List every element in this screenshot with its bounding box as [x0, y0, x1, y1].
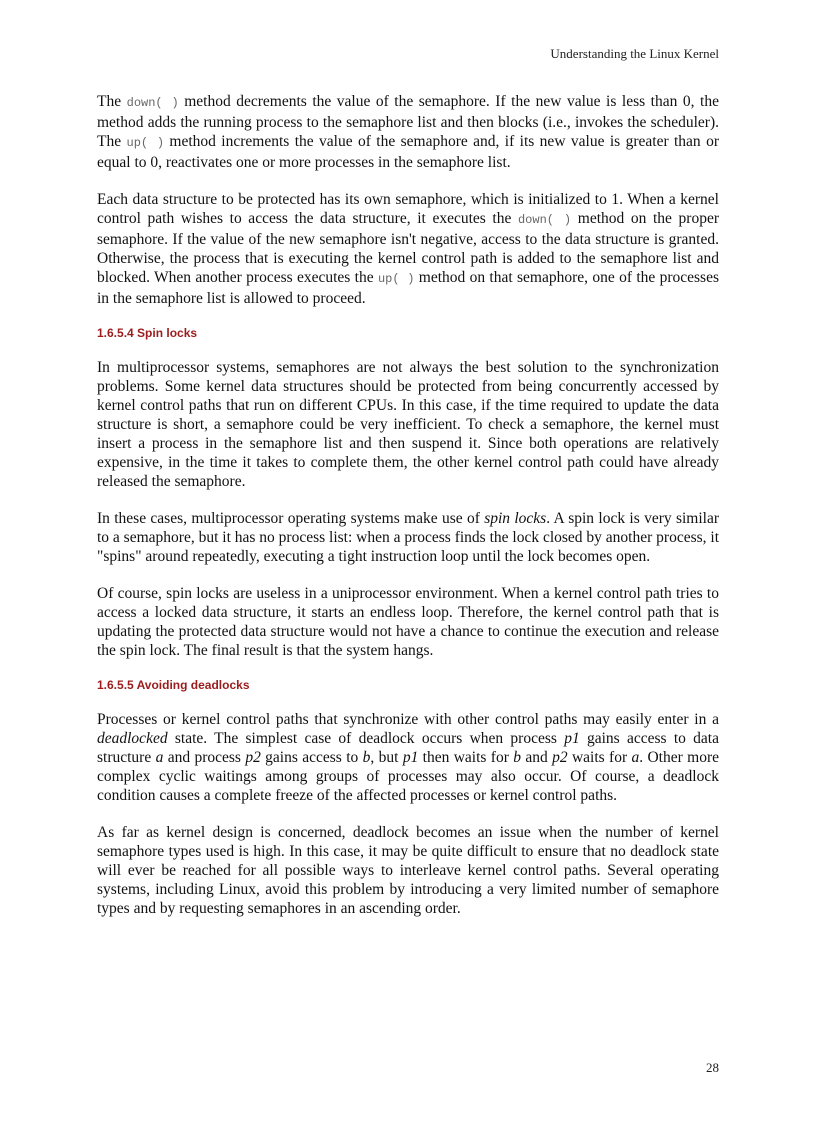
paragraph: In multiprocessor systems, semaphores are not always the best solution to the synchronization problems. Some kernel data structures should be protected from being concurrently accessed by kernel control paths that run on different CPUs. In this case, if the time required to update the data structure is short, a semaphore could be very inefficient. To check a semaphore, the kernel must insert a process in the semaphore list and then suspend it. Since both operations are relatively expensive, in the time it takes to complete them, the other kernel control path could have already released the semaphore.: [97, 359, 719, 490]
emphasis: deadlocked: [97, 730, 168, 747]
section-heading-avoiding-deadlocks: 1.6.5.5 Avoiding deadlocks: [97, 678, 250, 692]
emphasis: p1: [402, 749, 419, 766]
section-heading-spin-locks: 1.6.5.4 Spin locks: [97, 326, 198, 340]
emphasis: b: [513, 749, 521, 766]
running-header: Understanding the Linux Kernel: [550, 46, 719, 61]
paragraph: Each data structure to be protected has its own semaphore, which is initialized to 1. When a kernel control path wishes to access the data structure, it executes the down( ) method on the proper semaphore. If the value of the new semaphore isn't negative, access to the data structure is granted. Otherwise, the process that is executing the kernel control path is added to the semaphore list and blocked. When another process executes the up( ) method on that semaphore, one of the processes in the semaphore list is allowed to proceed.: [97, 191, 719, 307]
paragraph: As far as kernel design is concerned, deadlock becomes an issue when the number of kernel semaphore types used is high. In this case, it may be quite difficult to ensure that no deadlock state will ever be reached for all possible ways to interleave kernel control paths. Several operating systems, including Linux, avoid this problem by introducing a very limited number of semaphore types and by requesting semaphores in an ascending order.: [97, 824, 719, 917]
inline-code: up( ): [126, 136, 165, 150]
emphasis: spin locks: [484, 510, 547, 527]
emphasis: a: [631, 749, 640, 766]
page-number: 28: [706, 1060, 719, 1075]
paragraph: Of course, spin locks are useless in a uniprocessor environment. When a kernel control path tries to access a locked data structure, it starts an endless loop. Therefore, the kernel control path that is updating the protected data structure would not have a chance to continue the execution and release the spin lock. The final result is that the system hangs.: [97, 585, 719, 659]
inline-code: down( ): [517, 213, 572, 227]
emphasis: b: [362, 749, 371, 766]
inline-code: up( ): [377, 272, 415, 286]
emphasis: p2: [552, 749, 568, 766]
emphasis: a: [155, 749, 164, 766]
paragraph: The down( ) method decrements the value of the semaphore. If the new value is less than 0, the method adds the running process to the semaphore list and then blocks (i.e., invokes the scheduler). The up( ) method increments the value of the semaphore and, if its new value is greater than or equal to 0, reactivates one or more processes in the semaphore list.: [97, 93, 719, 171]
paragraph: Processes or kernel control paths that synchronize with other control paths may easily enter in a deadlocked state. The simplest case of deadlock occurs when process p1 gains access to data structure a and process p2 gains access to b, but p1 then waits for b and p2 waits for a. Other more complex cyclic waitings among groups of processes may also occur. Of course, a deadlock condition causes a complete freeze of the affected processes or kernel control paths.: [97, 711, 719, 804]
page-content: [97, 92, 719, 936]
emphasis: p2: [245, 749, 261, 766]
paragraph: In these cases, multiprocessor operating systems make use of spin locks. A spin lock is very similar to a semaphore, but it has no process list: when a process finds the lock closed by another process, it "spins" around repeatedly, executing a tight instruction loop until the lock becomes open.: [97, 510, 720, 565]
inline-code: down( ): [126, 96, 179, 110]
emphasis: p1: [564, 730, 580, 747]
